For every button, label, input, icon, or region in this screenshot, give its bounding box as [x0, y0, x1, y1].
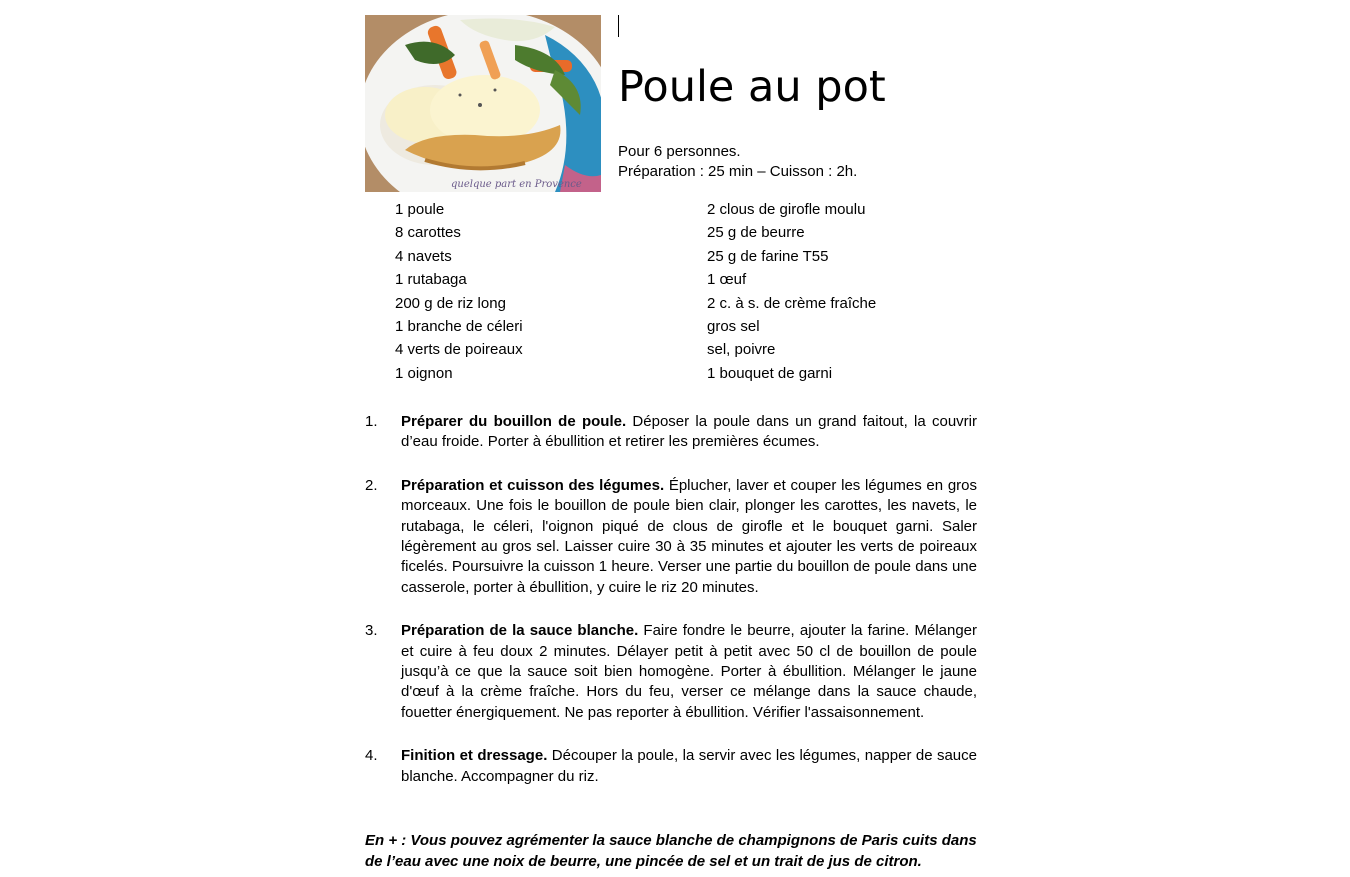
photo-watermark: quelque part en Provence	[451, 179, 582, 190]
step-text: Éplucher, laver et couper les légumes en gros morceaux. Une fois le bouillon de poule bien clair, plonger les carottes, les navets, le rutabaga, le céleri, l'oignon piqué de clous de girofle et le bouquet garni. Saler légèrement au gros sel. Laisser cuire 30 à 35 minutes et ajouter les verts de poireaux ficelés. Poursuivre la cuisson 1 heure. Verser une partie du bouillon de poule dans une casserole, porter à ébullition, y cuire le riz 20 minutes.	[401, 476, 977, 596]
recipe-meta	[618, 142, 857, 182]
ingredient-item: 8 carottes	[395, 224, 461, 242]
step-title: Préparation et cuisson des légumes.	[401, 476, 669, 494]
ingredient-item: 2 c. à s. de crème fraîche	[707, 294, 877, 312]
recipe-title: Poule au pot	[618, 62, 886, 112]
ingredient-item: sel, poivre	[707, 341, 776, 359]
step-text: Faire fondre le beurre, ajouter la farine. Mélanger et cuire à feu doux 2 minutes. Délayer petit à petit avec 50 cl de bouillon de poule jusqu’à ce que la sauce soit bien homogène. Porter à ébullition. Mélanger le jaune d'œuf à la crème fraîche. Hors du feu, verser ce mélange dans la sauce chaude, fouetter énergiquement. Ne pas reporter à ébullition. Vérifier l'assaisonnement.	[401, 622, 978, 721]
times-text: Préparation : 25 min – Cuisson : 2h.	[618, 163, 858, 180]
step-number: 4.	[365, 747, 378, 765]
ingredient-item: 2 clous de girofle moulu	[707, 201, 866, 218]
ingredient-item: 1 rutabaga	[395, 271, 467, 289]
ingredient-item: 1 œuf	[707, 271, 747, 289]
recipe-photo	[365, 15, 601, 192]
ingredients-column-left	[395, 200, 695, 387]
step-2	[365, 476, 977, 598]
step-text: Découper la poule, la servir avec les légumes, napper de sauce blanche. Accompagner du riz.	[401, 747, 977, 785]
ingredient-item: 1 bouquet de garni	[707, 364, 833, 382]
ingredient-item: 25 g de farine T55	[707, 247, 829, 265]
step-title: Préparer du bouillon de poule.	[401, 413, 633, 430]
dish-illustration	[365, 15, 601, 192]
ingredients-column-right	[707, 200, 1007, 387]
ingredient-item: 4 navets	[395, 247, 452, 265]
ingredient-item: 1 oignon	[395, 364, 453, 382]
text-cursor	[618, 15, 619, 37]
step-4	[365, 746, 977, 787]
ingredient-item: gros sel	[707, 317, 760, 335]
step-text: Déposer la poule dans un grand faitout, la couvrir d’eau froide. Porter à ébullition et retirer les premières écumes.	[401, 413, 978, 451]
step-number: 1.	[365, 413, 378, 430]
step-3	[365, 621, 977, 723]
ingredient-item: 25 g de beurre	[707, 224, 805, 242]
ingredient-item: 1 branche de céleri	[395, 317, 523, 335]
ingredient-item: 200 g de riz long	[395, 294, 506, 312]
step-number: 3.	[365, 622, 378, 640]
recipe-note: En + : Vous pouvez agrémenter la sauce blanche de champignons de Paris cuits dans de l’eau avec une noix de beurre, une pincée de sel et un trait de jus de citron.	[365, 832, 977, 870]
step-number: 2.	[365, 476, 378, 494]
servings-text: Pour 6 personnes.	[618, 143, 741, 160]
step-1	[365, 412, 977, 453]
ingredient-item: 1 poule	[395, 201, 445, 218]
ingredient-item: 4 verts de poireaux	[395, 341, 523, 359]
step-title: Finition et dressage.	[401, 747, 552, 765]
step-title: Préparation de la sauce blanche.	[401, 622, 644, 640]
steps-list	[365, 412, 977, 787]
